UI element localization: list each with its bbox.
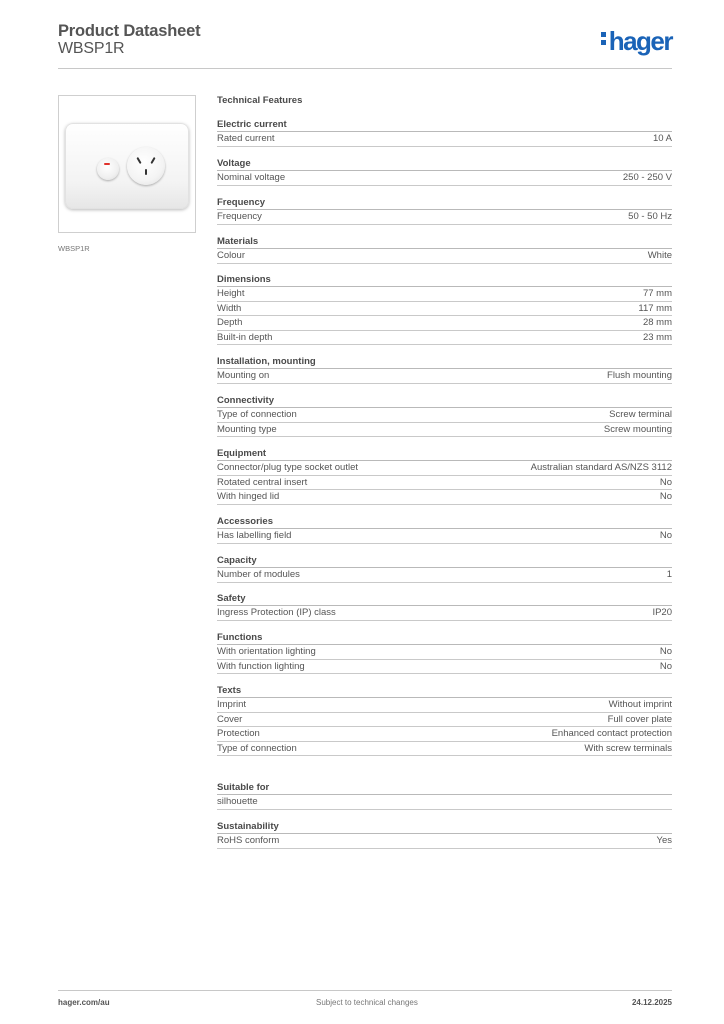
feature-group: [217, 449, 672, 505]
feature-row: [217, 476, 672, 491]
feature-label: Protection: [217, 728, 260, 740]
page-footer: [58, 998, 672, 1010]
feature-label: Ingress Protection (IP) class: [217, 607, 336, 618]
feature-group: [217, 594, 672, 621]
image-caption: WBSP1R: [58, 244, 90, 253]
features-title: Technical Features: [217, 95, 303, 106]
feature-row: [217, 302, 672, 317]
feature-row: [217, 287, 672, 302]
feature-group: [217, 783, 672, 810]
feature-label: Width: [217, 302, 242, 314]
feature-value: 1: [666, 569, 672, 580]
feature-label: Mounting on: [217, 370, 270, 381]
header-divider: [58, 68, 672, 69]
socket-outlet-icon: [127, 147, 165, 185]
feature-value: 28 mm: [642, 317, 672, 329]
feature-label: Imprint: [217, 699, 247, 710]
feature-row: [217, 331, 672, 346]
feature-row: [217, 795, 672, 810]
feature-row: [217, 713, 672, 728]
feature-value: 50 - 50 Hz: [628, 211, 672, 222]
feature-group: [217, 198, 672, 225]
group-heading: Frequency: [217, 197, 266, 208]
footer-website: hager.com/au: [58, 998, 110, 1007]
product-code: WBSP1R: [58, 40, 125, 57]
footer-notice: Subject to technical changes: [316, 998, 418, 1007]
feature-group: [217, 822, 672, 849]
feature-value: No: [659, 660, 672, 672]
feature-value: Full cover plate: [607, 713, 672, 725]
feature-row: [217, 408, 672, 423]
feature-label: Colour: [217, 250, 245, 261]
group-heading: Dimensions: [217, 274, 271, 285]
footer-date: 24.12.2025: [631, 998, 672, 1007]
group-heading: Equipment: [217, 448, 267, 459]
group-heading: Functions: [217, 632, 263, 643]
group-heading: Installation, mounting: [217, 356, 316, 367]
technical-features: [217, 96, 672, 121]
feature-label: Rated current: [217, 133, 275, 144]
feature-label: With hinged lid: [217, 491, 280, 503]
group-heading: Materials: [217, 236, 259, 247]
group-heading: Capacity: [217, 555, 257, 566]
feature-row: [217, 132, 672, 147]
feature-value: Screw mounting: [603, 423, 672, 435]
feature-group: [217, 275, 672, 345]
group-heading: Sustainability: [217, 821, 279, 832]
feature-row: [217, 461, 672, 476]
feature-value: White: [647, 250, 672, 261]
feature-row: [217, 834, 672, 849]
feature-value: Screw terminal: [609, 409, 672, 420]
feature-group: [217, 159, 672, 186]
logo-text: hager: [608, 26, 672, 56]
feature-value: No: [659, 491, 672, 503]
feature-label: With orientation lighting: [217, 646, 316, 657]
feature-group: [217, 517, 672, 544]
feature-label: Number of modules: [217, 569, 300, 580]
feature-row: [217, 249, 672, 264]
feature-group: [217, 396, 672, 437]
logo-dots-icon: [601, 29, 607, 48]
feature-label: Nominal voltage: [217, 172, 286, 183]
feature-row: [217, 568, 672, 583]
feature-label: Connector/plug type socket outlet: [217, 462, 359, 473]
group-heading: Texts: [217, 685, 242, 696]
group-heading: Voltage: [217, 158, 251, 169]
feature-label: Depth: [217, 317, 243, 329]
feature-label: Height: [217, 288, 245, 299]
group-heading: Electric current: [217, 119, 287, 130]
feature-value: 77 mm: [642, 288, 672, 299]
feature-row: [217, 742, 672, 757]
feature-group: [217, 120, 672, 147]
feature-row: [217, 490, 672, 505]
feature-label: Cover: [217, 713, 243, 725]
feature-value: Flush mounting: [607, 370, 672, 381]
feature-value: No: [659, 646, 672, 657]
page-title: Product Datasheet: [58, 22, 201, 40]
feature-label: Mounting type: [217, 423, 277, 435]
feature-label: Rotated central insert: [217, 476, 308, 488]
feature-row: [217, 210, 672, 225]
feature-value: IP20: [652, 607, 672, 618]
feature-group: [217, 237, 672, 264]
feature-row: [217, 606, 672, 621]
group-heading: Safety: [217, 593, 246, 604]
feature-label: RoHS conform: [217, 835, 280, 846]
feature-row: [217, 171, 672, 186]
group-heading: Connectivity: [217, 395, 275, 406]
footer-divider: [58, 990, 672, 991]
feature-group: [217, 633, 672, 674]
feature-row: [217, 645, 672, 660]
feature-label: Built-in depth: [217, 331, 273, 343]
feature-label: Type of connection: [217, 742, 297, 754]
feature-row: [217, 369, 672, 384]
feature-row: [217, 529, 672, 544]
feature-value: 10 A: [652, 133, 672, 144]
feature-value: 117 mm: [638, 302, 672, 314]
page-header: [58, 22, 672, 68]
feature-label: Has labelling field: [217, 530, 292, 541]
feature-group: [217, 556, 672, 583]
feature-value: 23 mm: [642, 331, 672, 343]
feature-label: silhouette: [217, 796, 258, 807]
feature-value: No: [659, 476, 672, 488]
feature-row: [217, 423, 672, 438]
product-image: [58, 95, 196, 233]
feature-label: Type of connection: [217, 409, 297, 420]
feature-row: [217, 316, 672, 331]
feature-row: [217, 698, 672, 713]
feature-label: Frequency: [217, 211, 262, 222]
feature-row: [217, 660, 672, 675]
feature-label: With function lighting: [217, 660, 305, 672]
feature-value: No: [659, 530, 672, 541]
feature-group: [217, 686, 672, 756]
feature-value: With screw terminals: [584, 742, 672, 754]
feature-value: Australian standard AS/NZS 3112: [530, 462, 672, 473]
feature-value: 250 - 250 V: [622, 172, 672, 183]
feature-value: Yes: [656, 835, 672, 846]
group-heading: Accessories: [217, 516, 273, 527]
hager-logo: [601, 28, 672, 54]
feature-value: Enhanced contact protection: [551, 728, 672, 740]
group-heading: Suitable for: [217, 782, 270, 793]
feature-group: [217, 357, 672, 384]
feature-row: [217, 727, 672, 742]
switch-icon: [97, 158, 119, 180]
feature-value: Without imprint: [608, 699, 672, 710]
